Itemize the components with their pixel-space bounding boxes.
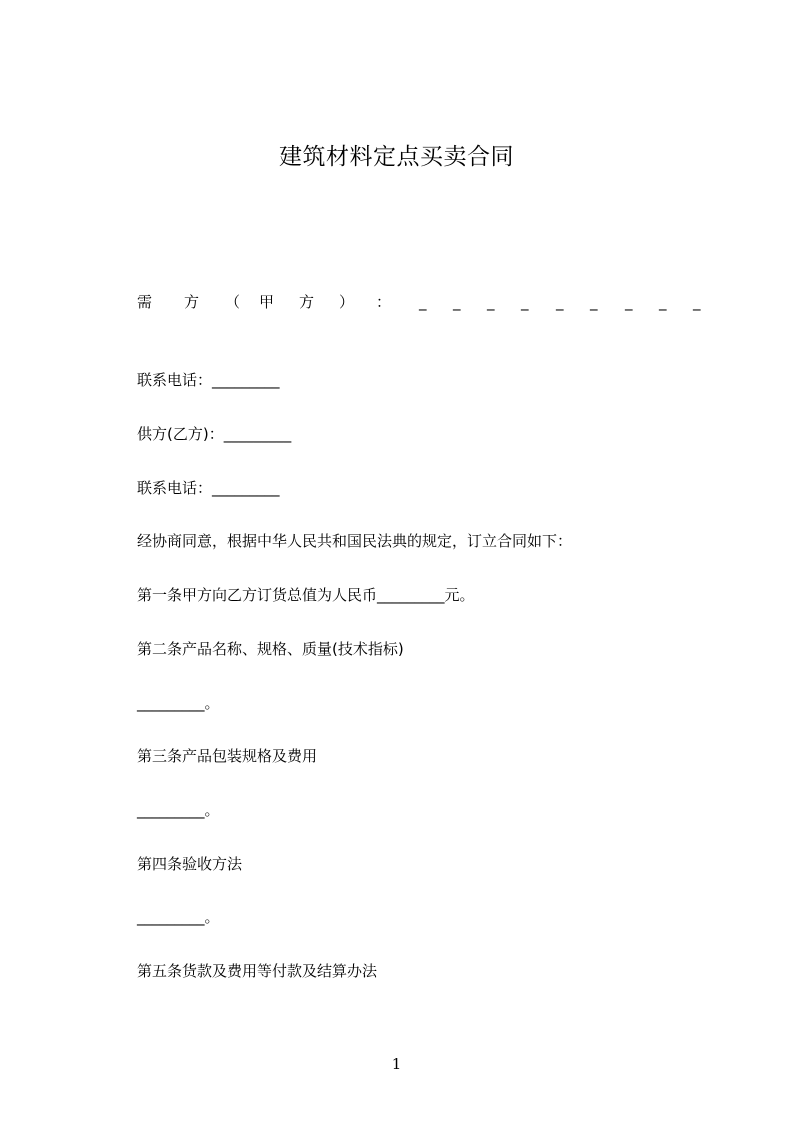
blank-mark: _ <box>625 293 633 311</box>
blank-mark: _ <box>556 293 564 311</box>
seller-phone-line: 联系电话：_________ <box>137 479 280 497</box>
article-1-line: 第一条甲方向乙方订货总值为人民币_________元。 <box>137 586 475 604</box>
buyer-char: 需 <box>137 293 153 311</box>
blank-mark: _ <box>693 293 701 311</box>
page-number: 1 <box>391 1055 402 1073</box>
buyer-char: 方 <box>184 293 200 311</box>
buyer-char: ： <box>376 293 392 311</box>
article-2-blank: _________。 <box>137 694 220 712</box>
article-3-heading: 第三条产品包装规格及费用 <box>137 747 318 765</box>
article-2-heading: 第二条产品名称、规格、质量(技术指标) <box>137 640 404 658</box>
blank-mark: _ <box>590 293 598 311</box>
buyer-party-line <box>137 290 703 314</box>
article-5-heading: 第五条货款及费用等付款及结算办法 <box>137 962 378 980</box>
buyer-char: 方 <box>299 293 315 311</box>
article-4-heading: 第四条验收方法 <box>137 855 243 873</box>
blank-mark: _ <box>419 293 427 311</box>
preamble-line: 经协商同意，根据中华人民共和国民法典的规定，订立合同如下： <box>137 532 573 550</box>
buyer-char: （ <box>225 293 241 311</box>
buyer-phone-line: 联系电话：_________ <box>137 371 280 389</box>
article-4-blank: _________。 <box>137 908 220 926</box>
buyer-char: ） <box>339 293 355 311</box>
blank-mark: _ <box>659 293 667 311</box>
seller-party-line: 供方(乙方)：_________ <box>137 425 292 443</box>
document-title: 建筑材料定点买卖合同 <box>279 144 514 170</box>
buyer-char: 甲 <box>259 293 275 311</box>
blank-mark: _ <box>453 293 461 311</box>
blank-mark: _ <box>487 293 495 311</box>
blank-mark: _ <box>521 293 529 311</box>
article-3-blank: _________。 <box>137 801 220 819</box>
